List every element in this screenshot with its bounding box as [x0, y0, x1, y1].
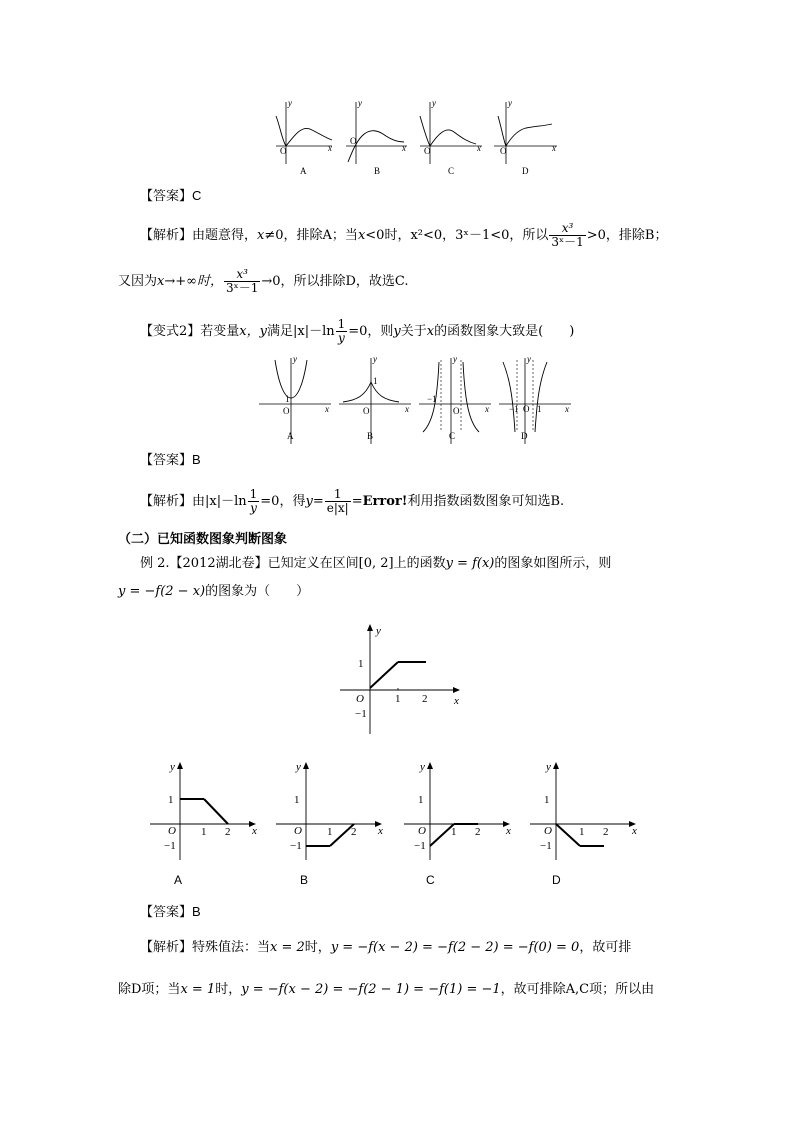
svg-text:y: y — [546, 761, 551, 773]
graph-label-a: A — [287, 431, 294, 441]
svg-text:y: y — [432, 98, 436, 108]
answer-1: 【答案】C — [140, 188, 202, 204]
option-graph-a — [150, 761, 257, 887]
option-graph-b — [276, 761, 383, 887]
graph-label-b: B — [374, 166, 381, 176]
fraction: $\frac{\text{x³}}{\text{3ˣ－1}}$ — [551, 221, 584, 249]
svg-text:y: y — [373, 354, 377, 364]
fraction: $\frac{1}{y}$ — [337, 317, 346, 345]
option-label-b: B — [300, 873, 309, 887]
option-label-a: A — [174, 873, 183, 887]
svg-text:1: 1 — [201, 826, 207, 838]
svg-text:x: x — [506, 825, 511, 837]
analysis-3-line2: 除D项；当x = 1时，y = −f(x − 2) = −f(2 − 1) = −f(1) = −1，故可排除A,C项；所以由 — [118, 982, 655, 997]
svg-text:x: x — [477, 143, 481, 153]
graph-2b — [339, 354, 411, 444]
svg-text:O: O — [283, 406, 290, 416]
svg-text:2: 2 — [225, 826, 231, 838]
svg-text:x: x — [552, 143, 556, 153]
main-graph — [336, 620, 466, 736]
svg-text:1: 1 — [285, 394, 290, 404]
svg-text:y: y — [296, 761, 301, 773]
svg-text:1: 1 — [327, 826, 333, 838]
svg-text:O: O — [523, 404, 530, 414]
svg-text:x: x — [565, 404, 569, 414]
svg-text:1: 1 — [168, 794, 174, 806]
svg-text:O: O — [424, 146, 431, 156]
option-label-c: C — [426, 873, 435, 887]
svg-text:1: 1 — [373, 376, 378, 386]
analysis-3-line1: 【解析】特殊值法：当x = 2时，y = −f(x − 2) = −f(2 − 2) = −f(0) = 0，故可排 — [140, 940, 632, 955]
svg-text:1: 1 — [579, 826, 585, 838]
svg-text:−1: −1 — [164, 840, 176, 852]
graph-label-c: C — [448, 166, 455, 176]
svg-text:O: O — [294, 825, 302, 837]
svg-text:x: x — [252, 825, 257, 837]
option-graphs — [146, 756, 666, 890]
svg-text:1: 1 — [418, 794, 424, 806]
tick-minus1: −1 — [355, 708, 367, 720]
svg-text:y: y — [170, 761, 175, 773]
graph-label-d: D — [521, 431, 528, 441]
error-text: Error! — [362, 494, 408, 509]
graph-2a — [259, 354, 331, 444]
svg-text:y: y — [508, 98, 512, 108]
svg-text:−1: −1 — [540, 840, 552, 852]
svg-text:−1: −1 — [509, 404, 519, 414]
option-label-d: D — [552, 873, 561, 887]
svg-text:2: 2 — [422, 693, 428, 705]
answer-2: 【答案】B — [140, 452, 201, 468]
svg-text:O: O — [418, 825, 426, 837]
analysis-1-line1: 【解析】由题意得，x≠0，排除A；当x<0时，x²<0，3ˣ－1<0，所以 $\frac{\text{x³}}{\text{3ˣ－1}}$ >0，排除B； — [140, 221, 668, 249]
analysis-2: 【解析】由|x|－ln $\frac{1}{y}$ =0，得y= $\frac{1}{e|x|}$ =Error!利用指数函数图象可知选B. — [140, 487, 565, 515]
answer-3: 【答案】B — [140, 904, 201, 920]
svg-text:x: x — [485, 404, 489, 414]
graph-label-a: A — [300, 166, 307, 176]
graph-1c — [420, 98, 482, 176]
fraction: $\frac{1}{e|x|}$ — [326, 487, 349, 515]
svg-text:1: 1 — [544, 794, 550, 806]
svg-text:y: y — [293, 354, 297, 364]
option-graph-d — [530, 761, 637, 887]
svg-text:O: O — [453, 406, 460, 416]
svg-text:O: O — [363, 406, 370, 416]
option-graph-c — [404, 761, 511, 887]
svg-text:x: x — [405, 404, 409, 414]
svg-text:2: 2 — [351, 826, 357, 838]
svg-text:1: 1 — [537, 404, 542, 414]
graph-1b — [346, 98, 407, 176]
svg-text:y: y — [376, 625, 381, 637]
svg-text:1: 1 — [395, 693, 401, 705]
svg-text:O: O — [356, 693, 364, 705]
svg-text:y: y — [527, 354, 531, 364]
svg-text:x: x — [454, 695, 459, 707]
svg-text:x: x — [402, 143, 406, 153]
example-2-line2: y = −f(2 − x)的图象为（ ） — [118, 584, 310, 599]
section-2-title: （二）已知函数图象判断图象 — [118, 532, 288, 547]
svg-text:x: x — [325, 404, 329, 414]
svg-text:O: O — [500, 146, 507, 156]
svg-text:1: 1 — [451, 826, 457, 838]
origin-label: O — [280, 146, 287, 156]
svg-text:x: x — [328, 143, 332, 153]
svg-text:y: y — [358, 98, 362, 108]
svg-text:y: y — [453, 354, 457, 364]
svg-text:2: 2 — [603, 826, 609, 838]
svg-text:O: O — [350, 136, 357, 146]
svg-text:x: x — [632, 825, 637, 837]
svg-text:2: 2 — [475, 826, 481, 838]
fraction: $\frac{\text{x³}}{\text{3ˣ－1}}$ — [225, 267, 259, 295]
graph-label-d: D — [522, 166, 529, 176]
svg-text:−1: −1 — [427, 394, 437, 404]
svg-text:−1: −1 — [290, 840, 302, 852]
svg-text:y: y — [420, 761, 425, 773]
tick-1-y: 1 — [358, 658, 364, 670]
graph-2c — [419, 354, 491, 444]
graph-1a — [276, 98, 332, 176]
svg-text:1: 1 — [294, 794, 300, 806]
example-2-line1: 例 2.【2012湖北卷】已知定义在区间[0, 2]上的函数y = f(x)的图象如图所示，则 — [140, 556, 612, 571]
graph-label-c: C — [449, 431, 456, 441]
variant-2: 【变式2】若变量x，y满足|x|－ln $\frac{1}{y}$ =0，则y关于x的函数图象大致是( ) — [140, 317, 575, 345]
graph-2d — [499, 354, 571, 444]
svg-text:−1: −1 — [414, 840, 426, 852]
graphs-row1 — [262, 96, 562, 182]
svg-text:O: O — [544, 825, 552, 837]
graph-label-b: B — [367, 431, 374, 441]
svg-text:O: O — [168, 825, 176, 837]
graphs-row2 — [255, 352, 573, 446]
graph-1d — [494, 98, 557, 176]
analysis-1-line2: 又因为x→+∞时， $\frac{\text{x³}}{\text{3ˣ－1}}$ →0，所以排除D，故选C. — [118, 267, 409, 295]
svg-text:y: y — [288, 98, 292, 108]
svg-text:x: x — [378, 825, 383, 837]
fraction: $\frac{1}{y}$ — [249, 487, 258, 515]
